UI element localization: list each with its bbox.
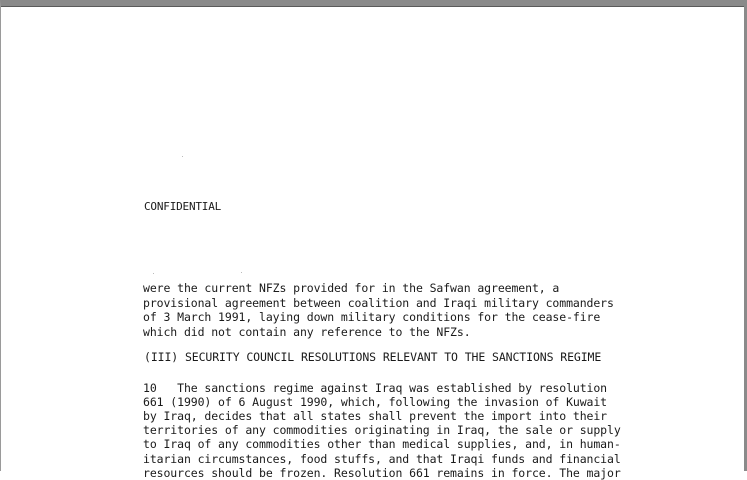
scan-speck — [153, 273, 154, 274]
scan-speck — [241, 272, 242, 273]
paragraph-10-line: to Iraq of any commodities other than medical supplies, and, in human- — [143, 437, 621, 451]
paragraph-10-line: by Iraq, decides that all states shall prevent the import into their — [143, 409, 608, 423]
paragraph-10-line: resources should be frozen. Resolution 661 remains in force. The major — [143, 466, 621, 480]
paragraph-intro-line: provisional agreement between coalition and Iraqi military commanders — [143, 296, 614, 310]
section-heading: (III) SECURITY COUNCIL RESOLUTIONS RELEVANT TO THE SANCTIONS REGIME — [144, 350, 602, 364]
scanned-document-page — [1, 6, 744, 480]
paragraph-intro-line: were the current NFZs provided for in the Safwan agreement, a — [143, 281, 560, 295]
paragraph-10-line: 10 The sanctions regime against Iraq was established by resolution — [143, 381, 608, 395]
classification-marking: CONFIDENTIAL — [144, 200, 222, 213]
paragraph-intro-line: of 3 March 1991, laying down military conditions for the cease-fire — [143, 310, 601, 324]
scan-speck — [182, 156, 183, 157]
paragraph-10-line: 661 (1990) of 6 August 1990, which, following the invasion of Kuwait — [143, 395, 608, 409]
paragraph-intro-line: which did not contain any reference to the NFZs. — [143, 325, 471, 339]
paragraph-10-line: itarian circumstances, food stuffs, and that Iraqi funds and financial — [143, 452, 621, 466]
paragraph-10-line: territories of any commodities originating in Iraq, the sale or supply — [143, 423, 621, 437]
